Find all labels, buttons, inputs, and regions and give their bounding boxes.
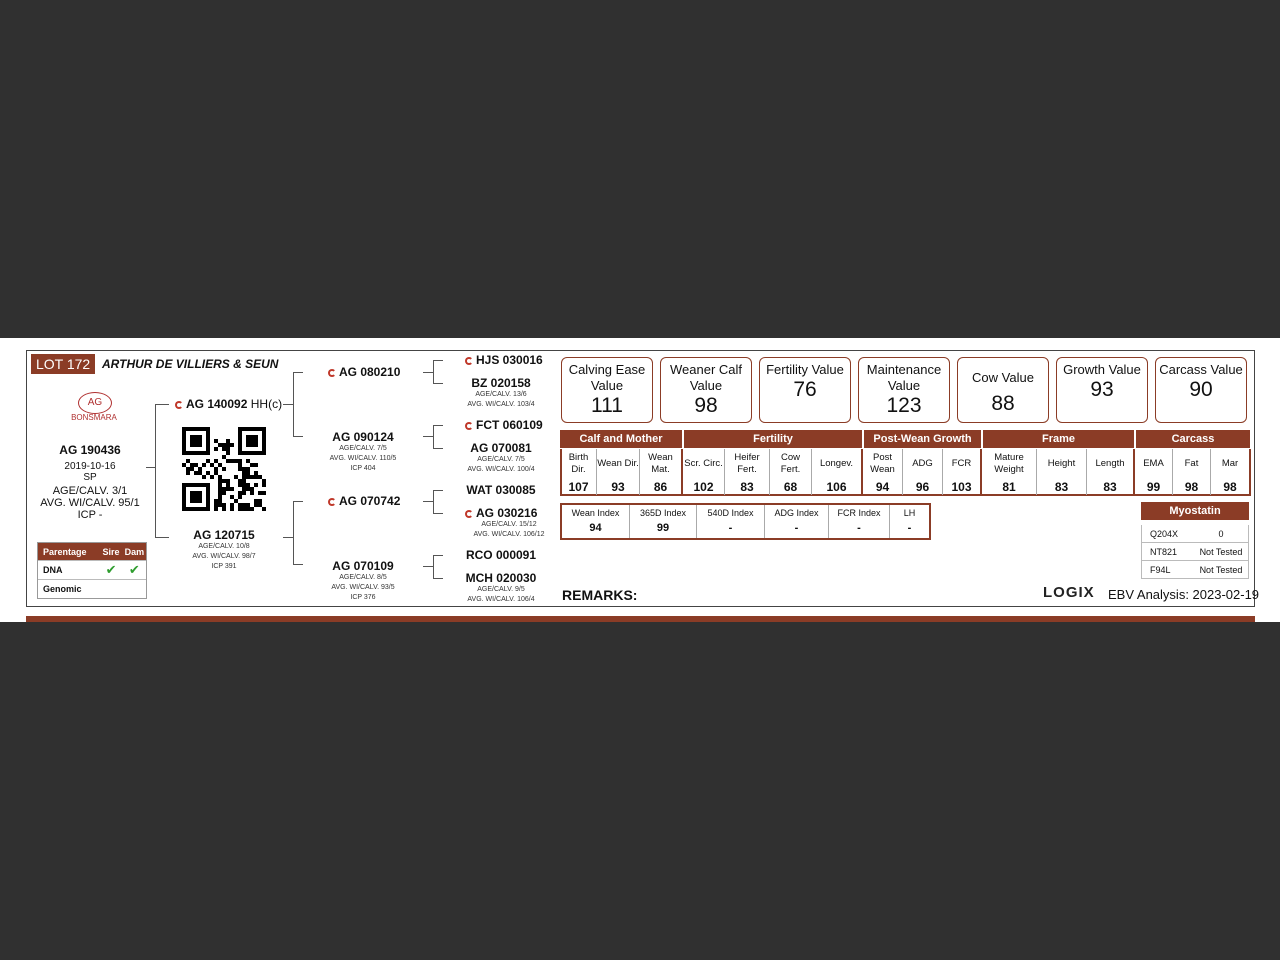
- value-label: Carcass Value: [1159, 362, 1243, 377]
- gene-result: 0: [1218, 528, 1224, 539]
- trait-label: Wean Dir.: [597, 458, 639, 469]
- dds-id: RCO 000091: [465, 548, 537, 562]
- ssd-age: AGE/CALV. 13/6: [475, 391, 527, 398]
- trait-cell: [1173, 449, 1211, 495]
- sdd-age: AGE/CALV. 7/5: [477, 456, 525, 463]
- trait-value: 68: [783, 480, 798, 494]
- trait-cell: [1135, 449, 1173, 495]
- sire-dam-avg: AVG. WI/CALV. 110/5: [329, 455, 397, 462]
- dsd-id: AG 030216: [476, 506, 538, 520]
- trait-label: Wean Mat.: [648, 452, 673, 475]
- trait-value: 93: [611, 480, 625, 494]
- trait-cell: [1087, 449, 1135, 495]
- dsd: [465, 506, 537, 520]
- index-label: 365D Index: [639, 508, 687, 518]
- dam-dam-age: AGE/CALV. 8/5: [339, 574, 387, 581]
- trait-value: 98: [1184, 480, 1199, 494]
- sire-sire-id: AG 080210: [339, 365, 401, 379]
- trait-value: 107: [568, 480, 589, 494]
- dam-icp: ICP 391: [211, 563, 237, 570]
- dna-label: DNA: [43, 565, 63, 575]
- sdd-avg: AVG. WI/CALV. 100/4: [467, 466, 535, 473]
- ebv-analysis-date: EBV Analysis: 2023-02-19: [1108, 587, 1260, 602]
- myostatin-table: [1141, 502, 1249, 579]
- parentage-col-label: Parentage: [43, 546, 87, 557]
- value-box-maintenance: [858, 357, 950, 423]
- value-box-weaner-calf: [660, 357, 752, 423]
- dsd-age: AGE/CALV. 15/12: [481, 521, 537, 528]
- sire-dam-icp: ICP 404: [350, 465, 376, 472]
- horn-mark-icon: [328, 498, 336, 506]
- myostatin-row: [1141, 543, 1249, 561]
- index-value: -: [907, 522, 912, 534]
- trait-value: 106: [826, 480, 847, 494]
- index-label: 540D Index: [707, 508, 754, 518]
- trait-value: 103: [951, 480, 972, 494]
- dam-id: AG 120715: [193, 528, 255, 542]
- sire-suffix: HH(c): [250, 397, 283, 411]
- index-cell: [890, 505, 929, 538]
- value-box-calving-ease: [561, 357, 653, 423]
- group-carcass: Carcass: [1136, 430, 1250, 448]
- horn-mark-icon: [175, 401, 183, 409]
- trait-label: Height: [1047, 458, 1076, 469]
- dam-check-icon: ✔: [128, 562, 140, 577]
- trait-value: 86: [653, 480, 668, 494]
- sdd-id: AG 070081: [470, 441, 532, 455]
- sire-dam: [313, 430, 413, 474]
- dam-age-calv: AGE/CALV. 10/8: [198, 543, 250, 550]
- value-number: 90: [1189, 378, 1213, 401]
- trait-value: 83: [740, 480, 754, 494]
- trait-value: 94: [875, 480, 890, 494]
- sire: [175, 397, 282, 411]
- dam-dam-id: AG 070109: [332, 559, 394, 573]
- remarks-label: REMARKS:: [562, 587, 638, 603]
- trait-label: Cow Fert.: [780, 452, 801, 475]
- parentage-table: [37, 542, 147, 599]
- dam-sire-id: AG 070742: [339, 494, 401, 508]
- sss: [465, 353, 543, 367]
- horn-mark-icon: [465, 510, 473, 518]
- animal-icp: ICP -: [77, 509, 103, 521]
- animal-age-calv: AGE/CALV. 3/1: [52, 485, 128, 497]
- sire-check-icon: ✔: [105, 562, 117, 577]
- gene-result: Not Tested: [1199, 564, 1243, 575]
- ssd-avg: AVG. WI/CALV. 103/4: [467, 401, 535, 408]
- dam-dam: [313, 559, 413, 603]
- horn-mark-icon: [465, 422, 473, 430]
- trait-value: 99: [1146, 480, 1161, 494]
- group-post-wean: Post-Wean Growth: [864, 430, 981, 448]
- qr-code-icon: [182, 427, 266, 511]
- myostatin-title: Myostatin: [1141, 502, 1249, 520]
- trait-cell: [561, 449, 597, 495]
- sds: [465, 418, 543, 432]
- trait-cell: [1037, 449, 1087, 495]
- trait-label: Mar: [1221, 458, 1239, 469]
- index-value: -: [728, 522, 733, 534]
- value-number: 111: [591, 394, 623, 417]
- brand-name: BONSMARA: [71, 413, 117, 422]
- gene-name: NT821: [1150, 546, 1178, 557]
- trait-label: Post Wean: [870, 452, 895, 475]
- dsd-details: [451, 520, 567, 540]
- trait-cell: [770, 449, 812, 495]
- bottom-bar: [26, 616, 1255, 622]
- lot-number: LOT 172: [31, 354, 95, 374]
- parentage-header: [38, 543, 146, 560]
- group-frame: Frame: [983, 430, 1134, 448]
- trait-cell: [943, 449, 982, 495]
- horn-mark-icon: [465, 357, 473, 365]
- index-label: FCR Index: [837, 508, 881, 518]
- trait-label: EMA: [1143, 458, 1164, 469]
- trait-cell: [982, 449, 1037, 495]
- value-label: Calving Ease Value: [568, 362, 646, 393]
- group-fertility: Fertility: [684, 430, 862, 448]
- parentage-col-dam: Dam: [124, 546, 145, 557]
- dam: [174, 528, 274, 572]
- myostatin-row: [1141, 525, 1249, 543]
- ddd-id: MCH 020030: [465, 571, 537, 585]
- trait-cell: [640, 449, 683, 495]
- trait-value: 83: [1103, 480, 1117, 494]
- gene-result: Not Tested: [1199, 546, 1243, 557]
- trait-cell: [903, 449, 943, 495]
- animal-id: AG 190436: [59, 443, 121, 457]
- value-label: Fertility Value: [766, 362, 844, 377]
- value-label: Cow Value: [972, 370, 1034, 385]
- value-label: Growth Value: [1063, 362, 1141, 377]
- trait-label: FCR: [951, 458, 972, 469]
- value-number: 123: [886, 394, 922, 417]
- trait-cell: [812, 449, 863, 495]
- dss: [451, 483, 551, 497]
- value-box-carcass: [1155, 357, 1247, 423]
- trait-cell: [725, 449, 770, 495]
- trait-label: Heifer Fert.: [734, 452, 760, 475]
- trait-cell: [683, 449, 725, 495]
- trait-label: Longev.: [819, 458, 854, 469]
- sire-dam-id: AG 090124: [332, 430, 394, 444]
- parentage-row-dna: [38, 560, 146, 579]
- index-table: [560, 503, 931, 540]
- trait-cell: [597, 449, 640, 495]
- animal-avg-wi: AVG. WI/CALV. 95/1: [40, 497, 140, 509]
- animal-type: SP: [83, 472, 97, 483]
- trait-value: 98: [1223, 480, 1237, 494]
- trait-value: 102: [693, 480, 714, 494]
- index-cell: [562, 505, 630, 538]
- horn-mark-icon: [328, 369, 336, 377]
- trait-label: Mature Weight: [994, 452, 1024, 475]
- value-number: 93: [1090, 378, 1114, 401]
- parentage-row-genomic: [38, 579, 146, 598]
- index-value: 94: [589, 522, 602, 534]
- sire-sire: [328, 365, 400, 379]
- index-label: Wean Index: [571, 508, 620, 518]
- trait-label: Scr. Circ.: [684, 458, 723, 469]
- dsd-avg: AVG. WI/CALV. 106/12: [473, 531, 545, 538]
- trait-value: 81: [1002, 480, 1016, 494]
- myostatin-row: [1141, 561, 1249, 579]
- trait-label: ADG: [912, 458, 933, 469]
- gene-name: Q204X: [1150, 528, 1179, 539]
- value-number: 88: [991, 392, 1015, 415]
- ddd-avg: AVG. WI/CALV. 106/4: [467, 596, 535, 603]
- trait-cell: [863, 449, 903, 495]
- sss-id: HJS 030016: [476, 353, 543, 367]
- sire-dam-age: AGE/CALV. 7/5: [339, 445, 387, 452]
- index-cell: [765, 505, 829, 538]
- value-label: Weaner Calf Value: [669, 362, 742, 393]
- index-value: -: [794, 522, 799, 534]
- index-cell: [829, 505, 890, 538]
- index-value: 99: [656, 522, 670, 534]
- value-box-fertility: [759, 357, 851, 423]
- dss-id: WAT 030085: [466, 483, 536, 497]
- ssd: [451, 376, 551, 410]
- trait-value: 96: [915, 480, 930, 494]
- logix-logo: LOGIX: [1043, 584, 1095, 601]
- trait-label: Length: [1095, 458, 1125, 469]
- parentage-col-sire: Sire: [102, 546, 120, 557]
- value-number: 98: [694, 394, 718, 417]
- bonsmara-logo-icon: AG: [78, 392, 112, 414]
- trait-label: Birth Dir.: [568, 452, 589, 475]
- value-label: Maintenance Value: [866, 362, 942, 393]
- trait-cell: [1211, 449, 1249, 495]
- dam-avg-wi: AVG. WI/CALV. 98/7: [192, 553, 256, 560]
- trait-value: 83: [1054, 480, 1069, 494]
- dam-sire: [328, 494, 400, 508]
- value-box-cow: [957, 357, 1049, 423]
- ddd: [451, 571, 551, 605]
- group-calf-mother: Calf and Mother: [560, 430, 682, 448]
- sdd: [451, 441, 551, 475]
- sds-id: FCT 060109: [476, 418, 543, 432]
- index-label: LH: [903, 508, 916, 518]
- sire-id: AG 140092: [186, 397, 248, 411]
- animal-dob: 2019-10-16: [64, 461, 116, 472]
- animal-info: [40, 443, 140, 521]
- gene-name: F94L: [1150, 564, 1171, 575]
- dam-dam-avg: AVG. WI/CALV. 93/5: [331, 584, 395, 591]
- index-label: ADG Index: [774, 508, 819, 518]
- dam-dam-icp: ICP 376: [350, 594, 376, 601]
- index-cell: [697, 505, 765, 538]
- breeder-name: ARTHUR DE VILLIERS & SEUN: [102, 357, 279, 371]
- index-value: -: [857, 522, 861, 534]
- value-box-growth: [1056, 357, 1148, 423]
- value-number: 76: [793, 378, 817, 401]
- trait-label: Fat: [1184, 458, 1199, 469]
- ddd-age: AGE/CALV. 9/5: [477, 586, 525, 593]
- index-cell: [630, 505, 697, 538]
- ssd-id: BZ 020158: [471, 376, 531, 390]
- genomic-label: Genomic: [43, 584, 82, 594]
- dds: [451, 548, 551, 562]
